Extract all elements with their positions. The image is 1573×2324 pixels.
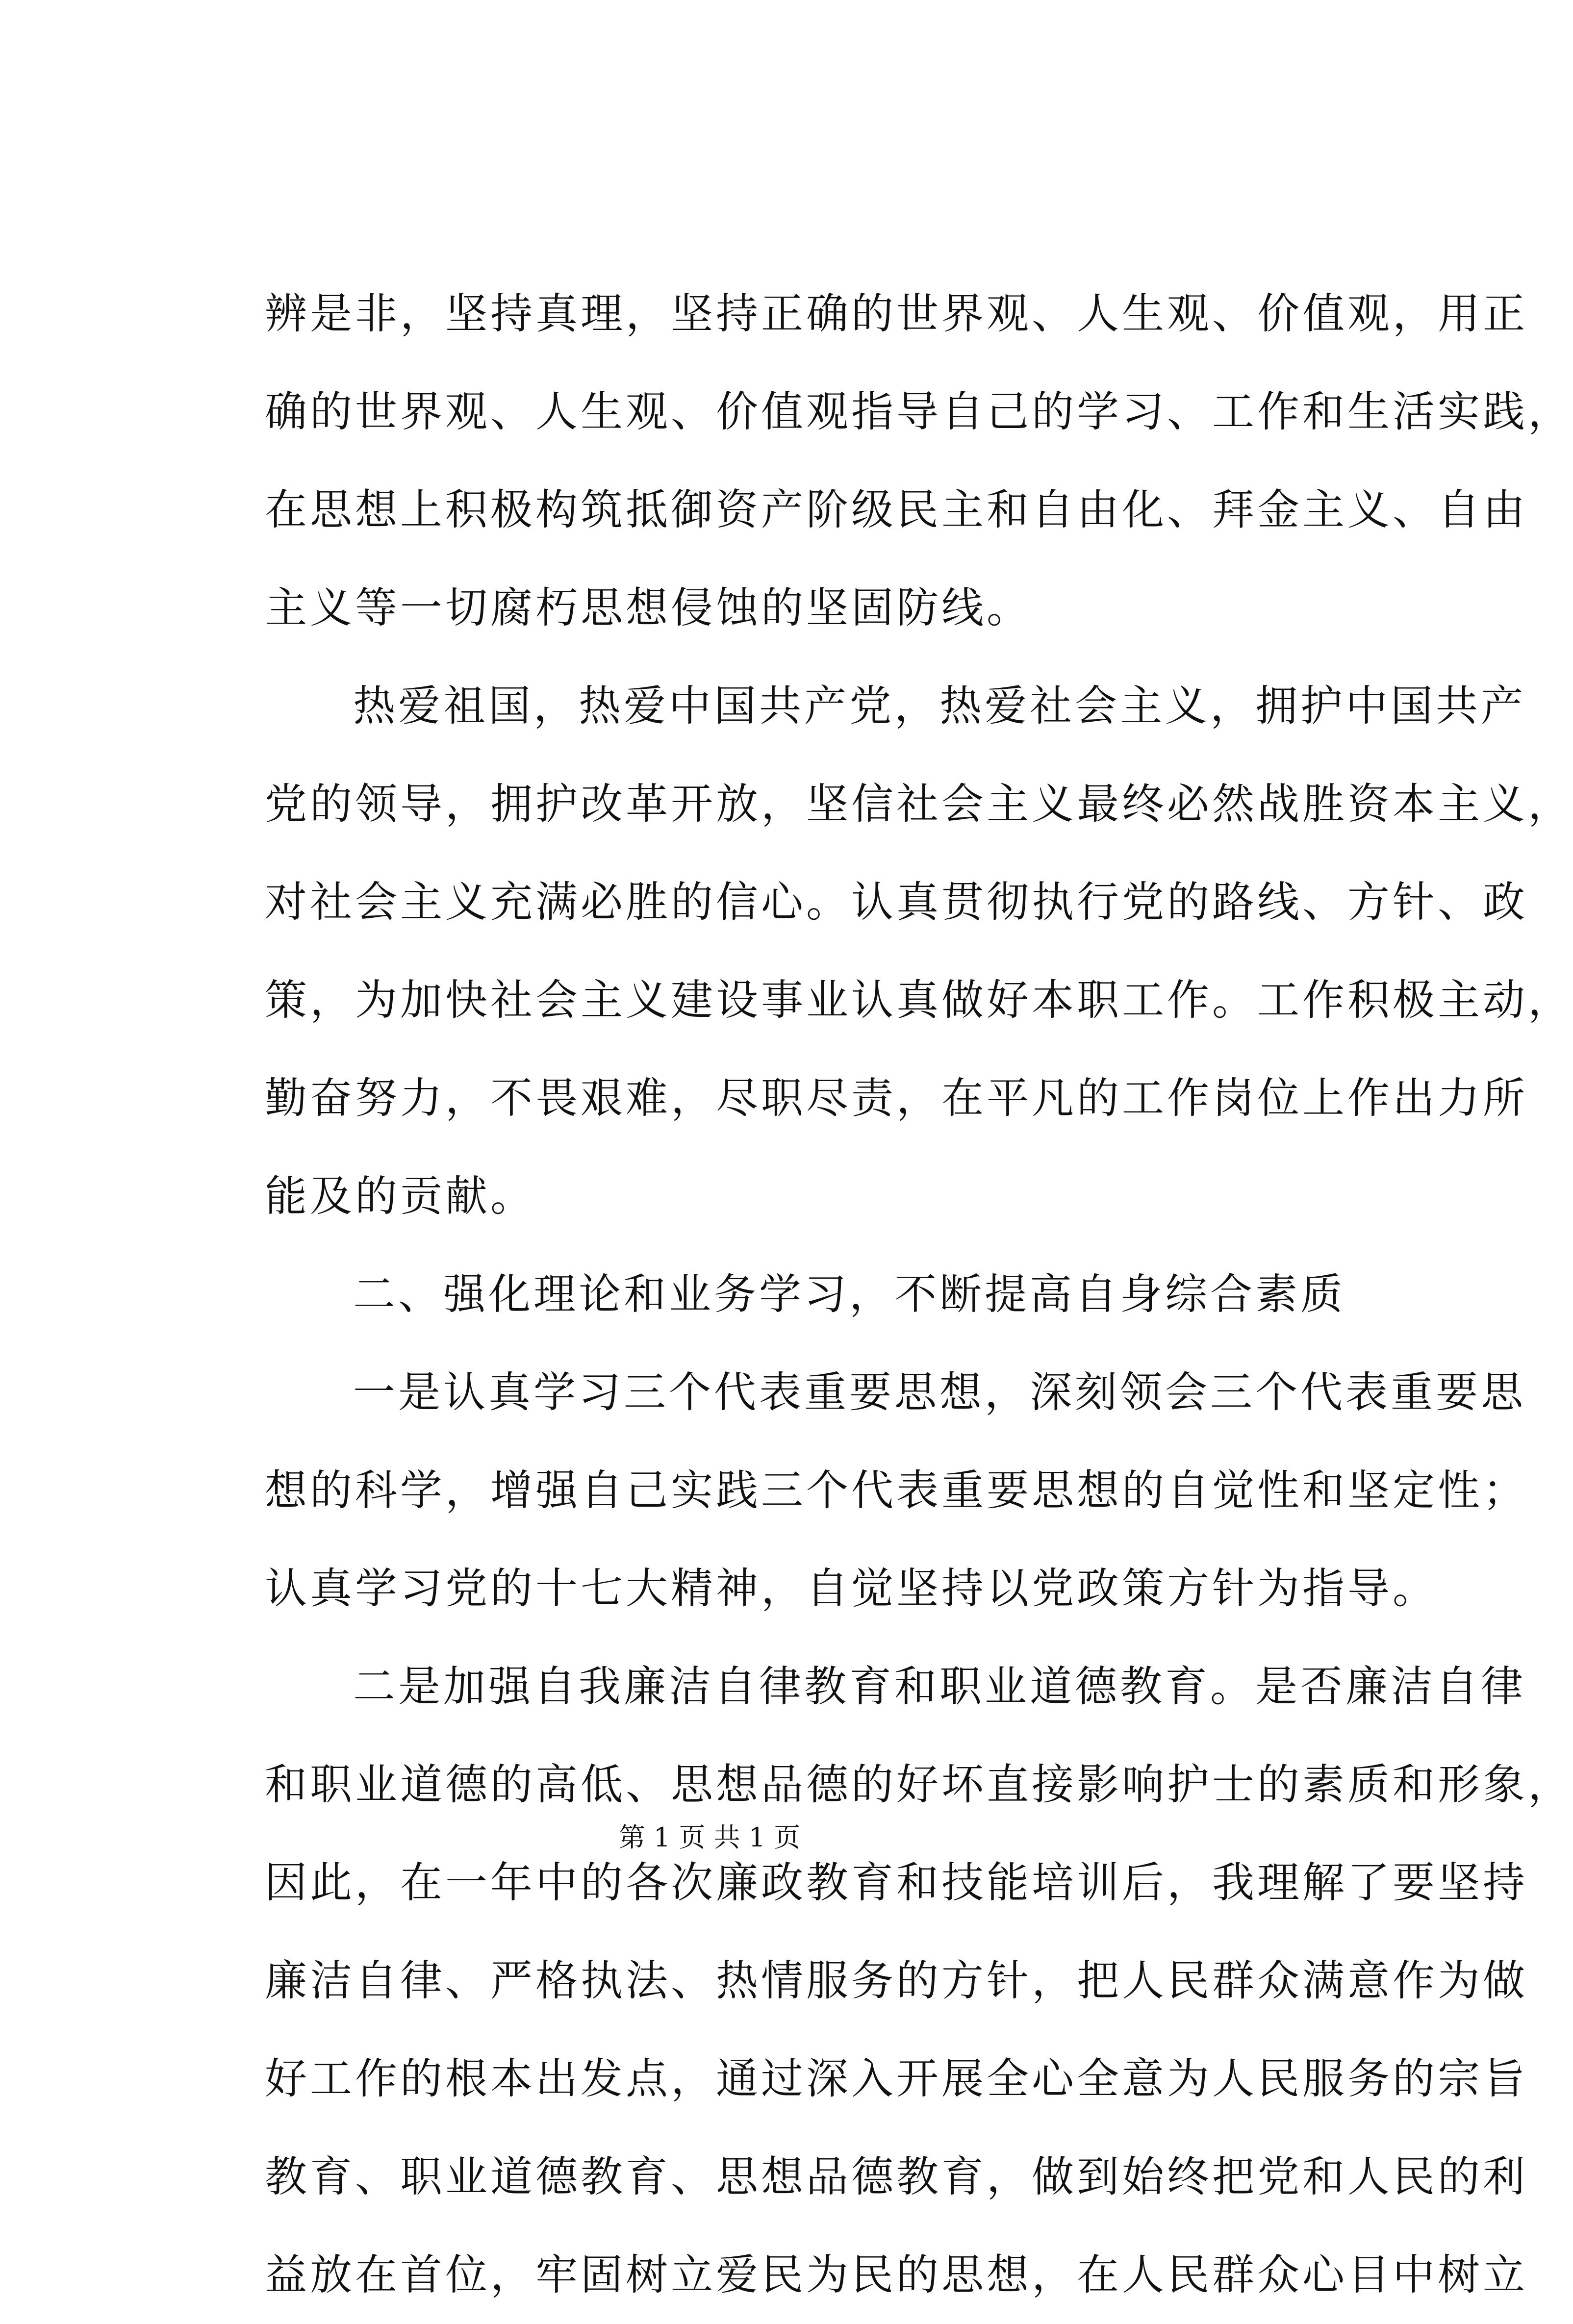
text-line: 认真学习党的十七大精神，自觉坚持以党政策方针为指导。 xyxy=(265,1564,1438,1613)
text-line: 党的领导，拥护改革开放，坚信社会主义最终必然战胜资本主义， xyxy=(265,780,1573,829)
text-line: 能及的贡献。 xyxy=(265,1172,535,1221)
text-line: 因此，在一年中的各次廉政教育和技能培训后，我理解了要坚持 xyxy=(265,1858,1528,1907)
text-line: 廉洁自律、严格执法、热情服务的方针，把人民群众满意作为做 xyxy=(265,1956,1528,2005)
text-line: 教育、职业道德教育、思想品德教育，做到始终把党和人民的利 xyxy=(265,2152,1528,2201)
text-line: 对社会主义充满必胜的信心。认真贯彻执行党的路线、方针、政 xyxy=(265,878,1528,927)
page-number-footer: 第 1 页 共 1 页 xyxy=(618,1822,801,1853)
text-line: 策，为加快社会主义建设事业认真做好本职工作。工作积极主动， xyxy=(265,976,1573,1025)
text-line: 确的世界观、人生观、价值观指导自己的学习、工作和生活实践， xyxy=(265,387,1573,436)
text-line: 想的科学，增强自己实践三个代表重要思想的自觉性和坚定性； xyxy=(265,1466,1528,1515)
text-line: 益放在首位，牢固树立爱民为民的思想，在人民群众心目中树立 xyxy=(265,2250,1528,2299)
text-line: 勤奋努力，不畏艰难，尽职尽责，在平凡的工作岗位上作出力所 xyxy=(265,1074,1528,1123)
section-heading: 二、强化理论和业务学习，不断提高自身综合素质 xyxy=(353,1270,1345,1319)
document-body xyxy=(265,265,1573,2324)
paragraph-first-line: 一是认真学习三个代表重要思想，深刻领会三个代表重要思 xyxy=(353,1368,1526,1417)
text-line: 主义等一切腐朽思想侵蚀的坚固防线。 xyxy=(265,583,1032,632)
paragraph-first-line: 热爱祖国，热爱中国共产党，热爱社会主义，拥护中国共产 xyxy=(353,682,1526,731)
text-line: 和职业道德的高低、思想品德的好坏直接影响护士的素质和形象， xyxy=(265,1760,1573,1809)
text-line: 好工作的根本出发点，通过深入开展全心全意为人民服务的宗旨 xyxy=(265,2054,1528,2103)
text-line: 在思想上积极构筑抵御资产阶级民主和自由化、拜金主义、自由 xyxy=(265,485,1528,534)
paragraph-first-line: 二是加强自我廉洁自律教育和职业道德教育。是否廉洁自律 xyxy=(353,1662,1526,1711)
text-line: 辨是非，坚持真理，坚持正确的世界观、人生观、价值观，用正 xyxy=(265,289,1528,338)
